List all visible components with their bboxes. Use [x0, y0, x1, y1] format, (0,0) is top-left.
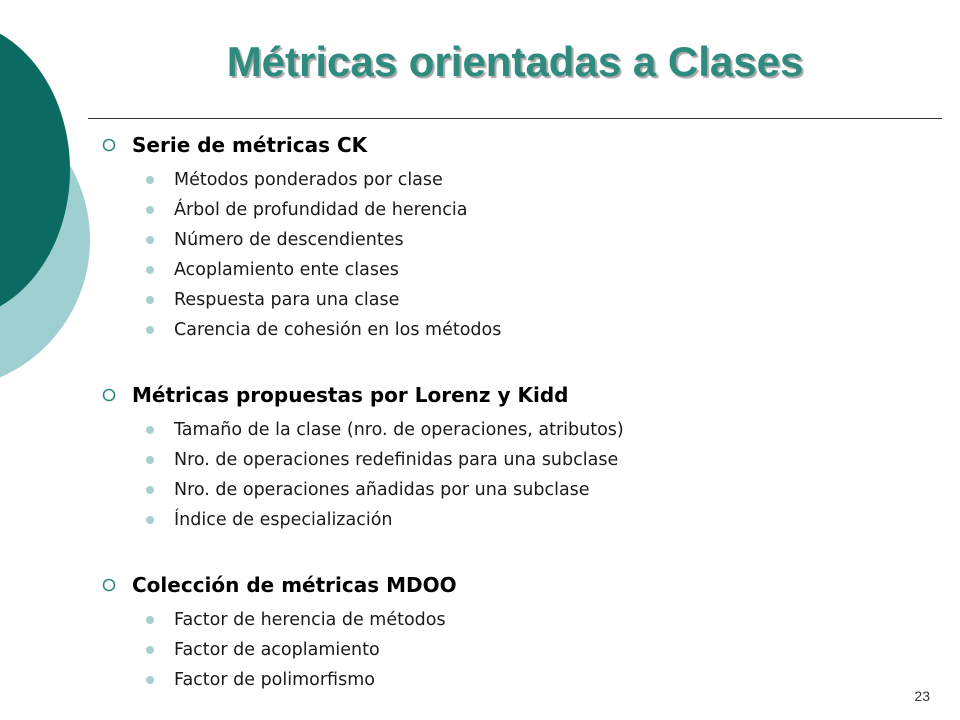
section-heading-text: Métricas propuestas por Lorenz y Kidd [132, 383, 569, 407]
section-ck [100, 125, 940, 345]
bullet-dot-icon [146, 206, 154, 214]
bullet-dot-icon [146, 426, 154, 434]
bullet-dot-icon [146, 486, 154, 494]
section-marker-icon [102, 578, 116, 592]
bullet-dot-icon [146, 516, 154, 524]
section-heading [100, 125, 940, 165]
list-item: Índice de especialización [100, 505, 940, 535]
list-item: Factor de polimorfismo [100, 665, 940, 695]
bullet-dot-icon [146, 646, 154, 654]
bullet-list [100, 165, 940, 345]
section-lorenz-kidd [100, 375, 940, 535]
bullet-dot-icon [146, 616, 154, 624]
section-marker-icon [102, 138, 116, 152]
section-heading-text: Serie de métricas CK [132, 133, 368, 157]
list-item: Árbol de profundidad de herencia [100, 195, 940, 225]
slide-content [100, 125, 940, 695]
bullet-dot-icon [146, 676, 154, 684]
page-number: 23 [914, 688, 930, 704]
bullet-list [100, 415, 940, 535]
section-heading [100, 375, 940, 415]
list-item: Acoplamiento ente clases [100, 255, 940, 285]
section-heading-text: Colección de métricas MDOO [132, 573, 457, 597]
bullet-dot-icon [146, 296, 154, 304]
list-item: Factor de herencia de métodos [100, 605, 940, 635]
list-item: Número de descendientes [100, 225, 940, 255]
list-item: Tamaño de la clase (nro. de operaciones, atributos) [100, 415, 940, 445]
section-mdoo [100, 565, 940, 695]
list-item: Nro. de operaciones añadidas por una subclase [100, 475, 940, 505]
title-divider [88, 118, 942, 119]
slide-title: Métricas orientadas a Clases [226, 38, 804, 85]
bullet-dot-icon [146, 176, 154, 184]
bullet-dot-icon [146, 266, 154, 274]
bullet-dot-icon [146, 236, 154, 244]
bullet-dot-icon [146, 326, 154, 334]
list-item: Respuesta para una clase [100, 285, 940, 315]
section-marker-icon [102, 388, 116, 402]
list-item: Nro. de operaciones redefinidas para una subclase [100, 445, 940, 475]
section-heading [100, 565, 940, 605]
bullet-dot-icon [146, 456, 154, 464]
list-item: Métodos ponderados por clase [100, 165, 940, 195]
bullet-list [100, 605, 940, 695]
list-item: Carencia de cohesión en los métodos [100, 315, 940, 345]
list-item: Factor de acoplamiento [100, 635, 940, 665]
